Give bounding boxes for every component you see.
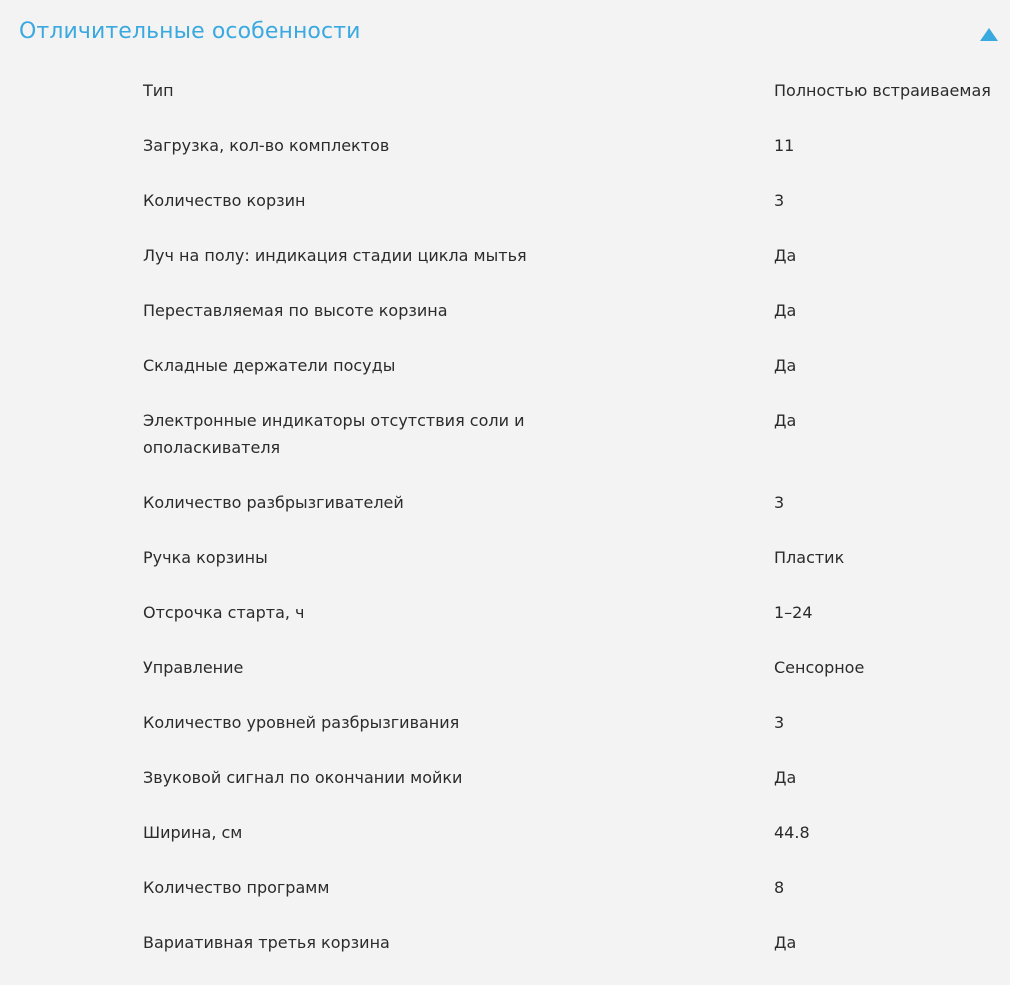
spec-row xyxy=(0,130,1010,185)
spec-value: Да xyxy=(774,768,797,787)
spec-row xyxy=(0,350,1010,405)
spec-value: Да xyxy=(774,411,797,430)
spec-label: Электронные индикаторы отсутствия соли и ополаскивателя xyxy=(143,411,525,457)
specs-table xyxy=(0,75,1010,982)
spec-label: Звуковой сигнал по окончании мойки xyxy=(143,768,463,787)
spec-value: 3 xyxy=(774,493,785,512)
spec-row xyxy=(0,652,1010,707)
spec-label: Количество программ xyxy=(143,878,330,897)
spec-label: Количество корзин xyxy=(143,191,306,210)
spec-row xyxy=(0,762,1010,817)
spec-label: Переставляемая по высоте корзина xyxy=(143,301,448,320)
spec-label: Тип xyxy=(143,81,174,100)
spec-value: Сенсорное xyxy=(774,658,865,677)
spec-row xyxy=(0,405,1010,487)
spec-value: 3 xyxy=(774,713,785,732)
section-title: Отличительные особенности xyxy=(19,19,361,44)
spec-row xyxy=(0,75,1010,130)
spec-label: Загрузка, кол-во комплектов xyxy=(143,136,390,155)
spec-row xyxy=(0,487,1010,542)
spec-value: 1–24 xyxy=(774,603,813,622)
spec-label: Количество уровней разбрызгивания xyxy=(143,713,460,732)
spec-row xyxy=(0,597,1010,652)
spec-row xyxy=(0,240,1010,295)
spec-label: Управление xyxy=(143,658,244,677)
spec-value: Да xyxy=(774,246,797,265)
spec-label: Ширина, см xyxy=(143,823,243,842)
spec-row xyxy=(0,927,1010,982)
spec-label: Вариативная третья корзина xyxy=(143,933,390,952)
spec-row xyxy=(0,872,1010,927)
spec-row xyxy=(0,707,1010,762)
spec-value: 11 xyxy=(774,136,795,155)
spec-row xyxy=(0,185,1010,240)
spec-value: 3 xyxy=(774,191,785,210)
spec-label: Складные держатели посуды xyxy=(143,356,396,375)
spec-value: Пластик xyxy=(774,548,845,567)
spec-label: Ручка корзины xyxy=(143,548,268,567)
spec-value: Да xyxy=(774,356,797,375)
spec-value: 8 xyxy=(774,878,785,897)
section-header[interactable] xyxy=(0,0,1010,64)
spec-row xyxy=(0,295,1010,350)
spec-label: Отсрочка старта, ч xyxy=(143,603,305,622)
spec-value: Полностью встраиваемая xyxy=(774,81,991,100)
spec-value: 44.8 xyxy=(774,823,810,842)
spec-row xyxy=(0,817,1010,872)
spec-value: Да xyxy=(774,933,797,952)
spec-label: Количество разбрызгивателей xyxy=(143,493,404,512)
spec-value: Да xyxy=(774,301,797,320)
chevron-up-icon[interactable] xyxy=(980,28,998,41)
spec-label: Луч на полу: индикация стадии цикла мытья xyxy=(143,246,527,265)
spec-row xyxy=(0,542,1010,597)
